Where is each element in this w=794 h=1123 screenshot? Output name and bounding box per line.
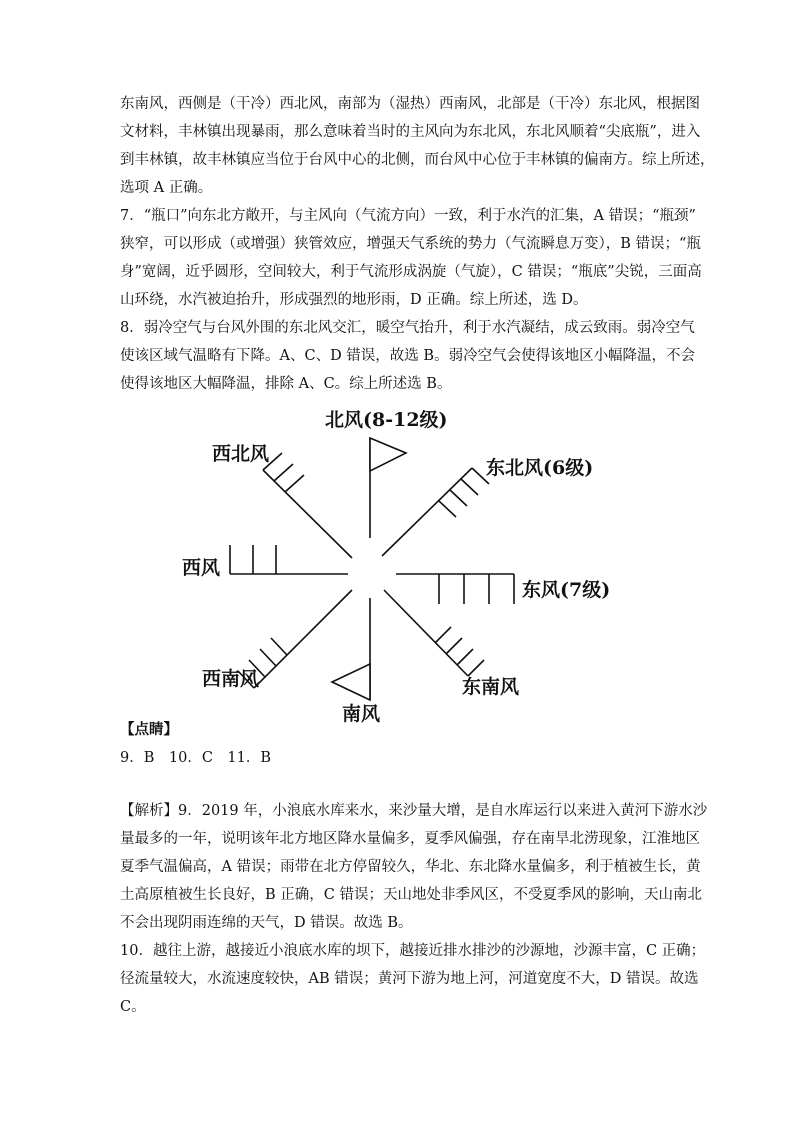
paragraph-q8 [120,314,696,398]
east-wind-barb [396,574,514,604]
text-line: 东南风，西侧是（干冷）西北风，南部为（湿热）西南风，北部是（干冷）东北风，根据图 [120,96,700,112]
label-northwest-wind: 西北风 [212,443,270,465]
label-east-wind: 东风(7级) [522,579,611,601]
section-heading-dianjing: 【点睛】 [120,721,178,738]
text-line: 夏季气温偏高，A 错误；雨带在北方停留较久，华北、东北降水量偏多，利于植被生长，黄 [120,859,701,875]
text-line: 身”宽阔，近乎圆形，空间较大，利于气流形成涡旋（气旋），C 错误；“瓶底”尖锐，三面高 [120,264,702,280]
southeast-wind-barb [384,590,484,676]
answer-key: 9．B 10．C 11．B [120,750,272,766]
north-wind-barb [370,438,406,538]
text-line: 不会出现阴雨连绵的天气，D 错误。故选 B。 [120,915,413,931]
text-line: 7．“瓶口”向东北方敞开，与主风向（气流方向）一致，利于水汽的汇集，A 错误；“瓶颈” [120,208,696,224]
text-line: 土高原植被生长良好，B 正确，C 错误；天山地处非季风区，不受夏季风的影响，天山南北 [120,887,702,903]
paragraph-typhoon-wind [120,90,715,202]
text-line: C。 [120,999,146,1015]
text-line: 山环绕，水汽被迫抬升，形成强烈的地形雨，D 正确。综上所述，选 D。 [120,292,588,308]
label-southeast-wind: 东南风 [462,676,520,698]
text-line: 选项 A 正确。 [120,180,213,196]
text-line: 到丰林镇，故丰林镇应当位于台风中心的北侧，而台风中心位于丰林镇的偏南方。综上所述， [120,152,715,168]
label-west-wind: 西风 [182,557,221,579]
text-line: 8．弱冷空气与台风外围的东北风交汇，暖空气抬升，利于水汽凝结，成云致雨。弱冷空气 [120,320,695,336]
text-line: 使得该地区大幅降温，排除 A、C。综上所述选 B。 [120,376,452,392]
text-line: 文材料，丰林镇出现暴雨，那么意味着当时的主风向为东北风，东北风顺着“尖底瓶”，进入 [120,124,701,140]
text-line: 【解析】9．2019 年，小浪底水库来水，来沙量大增，是自水库运行以来进入黄河下游水沙 [120,803,708,819]
label-southwest-wind: 西南风 [202,668,260,690]
label-south-wind: 南风 [342,703,381,725]
northwest-wind-barb [263,453,352,558]
paragraph-q10 [120,937,706,1021]
wind-barb-diagram [170,398,630,728]
paragraph-analysis-q9 [120,797,708,937]
label-north-wind: 北风(8-12级) [325,409,448,431]
northeast-wind-barb [382,468,489,556]
west-wind-barb [230,545,348,574]
south-wind-barb [332,598,370,700]
text-line: 径流量较大，水流速度较快，AB 错误；黄河下游为地上河，河道宽度不大，D 错误。故选 [120,971,699,987]
text-line: 使该区域气温略有下降。A、C、D 错误，故选 B。弱冷空气会使得该地区小幅降温，不会 [120,348,696,364]
text-line: 狭窄，可以形成（或增强）狭管效应，增强天气系统的势力（气流瞬息万变），B 错误；“瓶 [120,236,701,252]
paragraph-q7 [120,202,702,314]
text-line: 量最多的一年，说明该年北方地区降水量偏多，夏季风偏强，存在南旱北涝现象，江淮地区 [120,831,700,847]
label-northeast-wind: 东北风(6级) [486,457,594,479]
text-line: 10．越往上游，越接近小浪底水库的坝下，越接近排水排沙的沙源地，沙源丰富，C 正确； [120,943,706,959]
